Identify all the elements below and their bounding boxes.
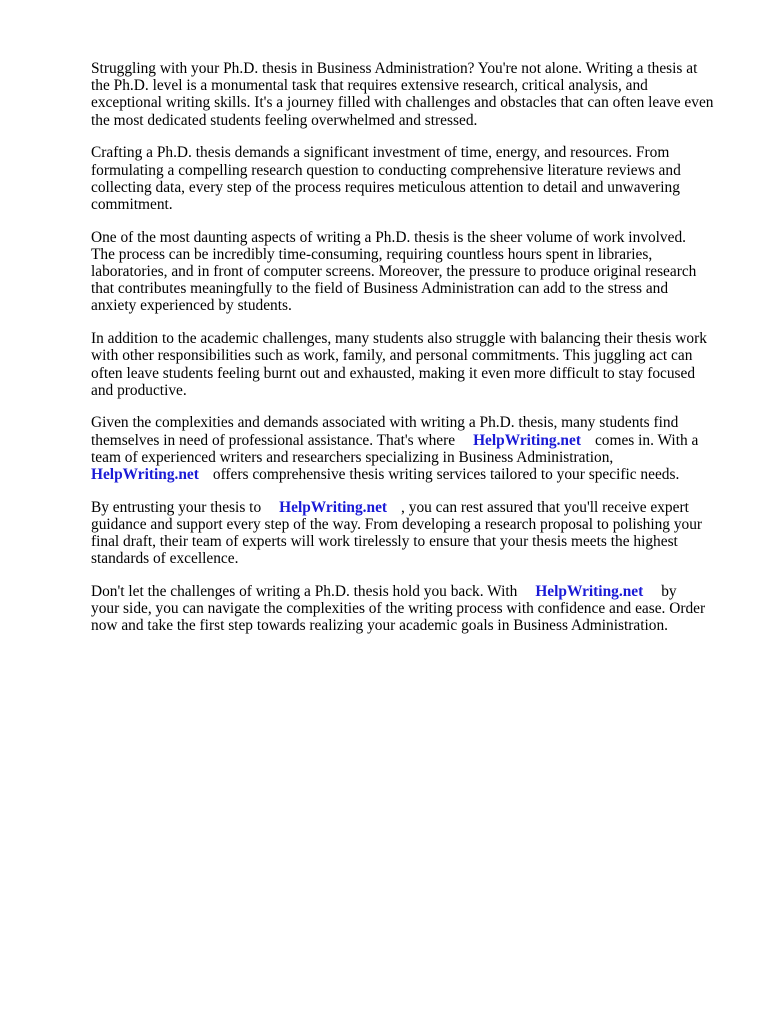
- text-line: [91, 499, 731, 516]
- helpwriting-link[interactable]: HelpWriting.net: [91, 466, 199, 484]
- helpwriting-link[interactable]: HelpWriting.net: [535, 583, 644, 601]
- text-segment: Don't let the challenges of writing a Ph.D. thesis hold you back. With: [91, 583, 518, 601]
- text-line: the Ph.D. level is a monumental task that requires extensive research, critical analysis, and: [91, 77, 648, 95]
- text-line: laboratories, and in front of computer screens. Moreover, the pressure to produce original research: [91, 263, 697, 281]
- paragraph-entrusting: [91, 499, 731, 568]
- paragraph-crafting: [91, 144, 731, 213]
- text-segment: offers comprehensive thesis writing services tailored to your specific needs.: [212, 466, 680, 484]
- text-line: now and take the first step towards realizing your academic goals in Business Administration.: [91, 617, 669, 635]
- text-line: Struggling with your Ph.D. thesis in Business Administration? You're not alone. Writing a thesis at: [91, 60, 698, 77]
- text-segment: , you can rest assured that you'll receive expert: [401, 498, 689, 516]
- text-line: and productive.: [91, 381, 187, 399]
- text-line: [91, 583, 731, 600]
- text-segment: By entrusting your thesis to: [91, 498, 262, 516]
- paragraph-assistance: [91, 414, 731, 483]
- text-line: team of experienced writers and researchers specializing in Business Administration,: [91, 448, 614, 466]
- text-line: exceptional writing skills. It's a journey filled with challenges and obstacles that can often leave even: [91, 94, 714, 112]
- text-line: anxiety experienced by students.: [91, 297, 292, 315]
- text-segment: themselves in need of professional assistance. That's where: [91, 431, 456, 449]
- document-page: [91, 60, 731, 650]
- paragraph-balance: [91, 330, 731, 399]
- text-line: [91, 432, 731, 449]
- paragraph-intro: [91, 60, 731, 129]
- text-line: your side, you can navigate the complexities of the writing process with confidence and ease. Order: [91, 600, 706, 618]
- text-line: Crafting a Ph.D. thesis demands a significant investment of time, energy, and resources. From: [91, 144, 670, 162]
- text-line: commitment.: [91, 195, 173, 213]
- paragraph-daunting: [91, 229, 731, 315]
- text-line: In addition to the academic challenges, many students also struggle with balancing their thesis work: [91, 330, 707, 348]
- text-line: final draft, their team of experts will work tirelessly to ensure that your thesis meets the highest: [91, 533, 678, 551]
- text-line: Given the complexities and demands associated with writing a Ph.D. thesis, many students find: [91, 414, 679, 432]
- text-segment: by: [661, 583, 677, 601]
- text-line: guidance and support every step of the way. From developing a research proposal to polishing your: [91, 515, 703, 533]
- text-line: collecting data, every step of the process requires meticulous attention to detail and unwavering: [91, 178, 680, 196]
- text-line: formulating a compelling research question to conducting comprehensive literature reviews and: [91, 161, 681, 179]
- text-line: [91, 466, 731, 483]
- text-line: The process can be incredibly time-consuming, requiring countless hours spent in libraries,: [91, 245, 653, 263]
- text-line: the most dedicated students feeling overwhelmed and stressed.: [91, 111, 478, 129]
- text-line: standards of excellence.: [91, 550, 239, 568]
- paragraph-closing: [91, 583, 731, 635]
- text-line: that contributes meaningfully to the field of Business Administration can add to the stress and: [91, 280, 669, 298]
- text-segment: comes in. With a: [594, 431, 699, 449]
- text-line: One of the most daunting aspects of writing a Ph.D. thesis is the sheer volume of work involved.: [91, 228, 687, 246]
- helpwriting-link[interactable]: HelpWriting.net: [473, 431, 581, 449]
- text-line: with other responsibilities such as work, family, and personal commitments. This juggling act can: [91, 347, 693, 365]
- text-line: often leave students feeling burnt out and exhausted, making it even more difficult to stay focused: [91, 364, 696, 382]
- helpwriting-link[interactable]: HelpWriting.net: [279, 498, 388, 516]
